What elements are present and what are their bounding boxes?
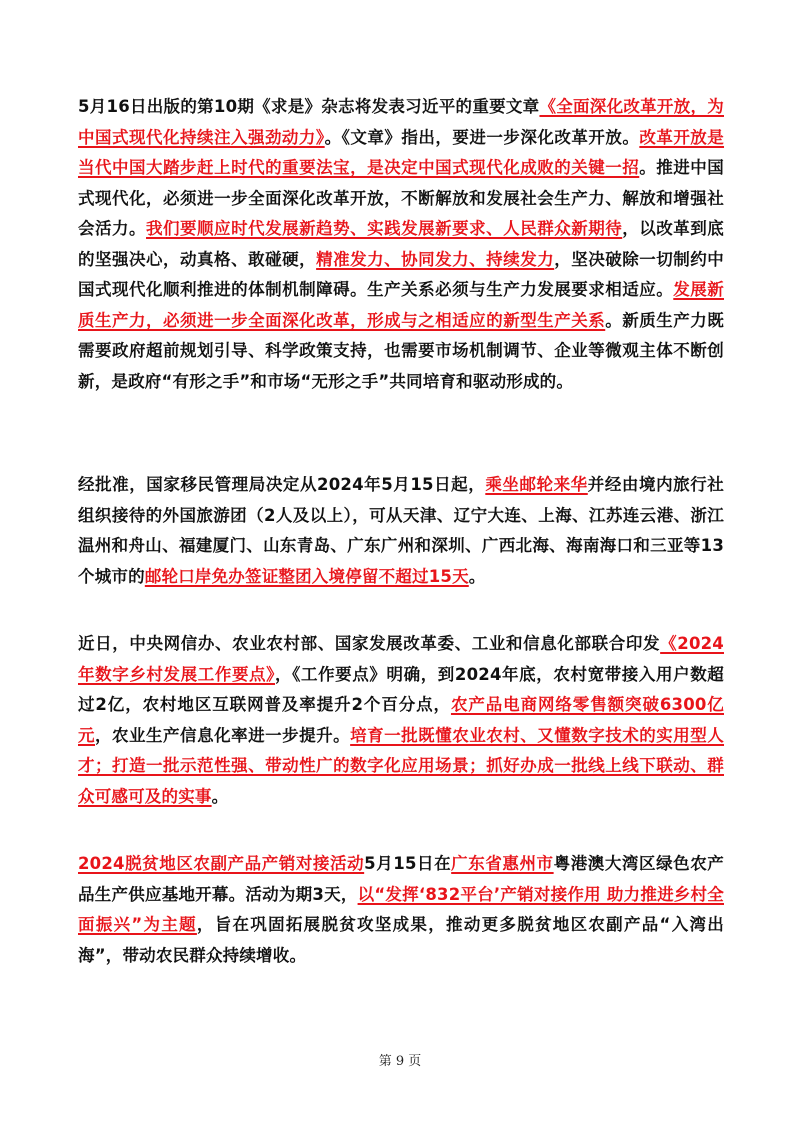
highlighted-text: 《2024年数字乡村发展工作要点》 [78, 634, 724, 684]
body-text: 并经由境内旅行社组织接待的外国旅游团（2人及以上），可从天津、辽宁大连、上海、江苏连云港、浙江温州和舟山、福建厦门、山东青岛、广东广州和深圳、广西北海、海南海口和三亚等13个城市的 [78, 475, 724, 586]
highlighted-text: 农产品电商网络零售额突破6300亿元 [78, 695, 724, 745]
body-text: 近日，中央网信办、农业农村部、国家发展改革委、工业和信息化部联合印发 [78, 634, 661, 653]
highlighted-text: 以“发挥‘832平台’产销对接作用 助力推进乡村全面振兴”为主题 [78, 884, 724, 934]
highlighted-text: 精准发力、协同发力、持续发力 [316, 249, 555, 269]
paragraph-poverty-relief-event [78, 849, 724, 971]
body-text: 经批准，国家移民管理局决定从2024年5月15日起， [78, 475, 486, 494]
body-text: 。推进中国式现代化，必须进一步全面深化改革开放，不断解放和发展社会生产力、解放和增强社会活力。 [78, 158, 724, 238]
body-text: 粤港澳大湾区绿色农产品生产供应基地开幕。活动为期3天， [78, 854, 724, 904]
body-text: 5月15日在 [364, 854, 452, 873]
highlighted-text: 广东省惠州市 [451, 854, 554, 873]
body-text: 。 [211, 786, 229, 806]
body-text: ，以改革到底的坚强决心，动真格、敢碰硬， [78, 219, 724, 269]
highlighted-text: 改革开放是当代中国大踏步赶上时代的重要法宝，是决定中国式现代化成败的关键一招 [78, 127, 725, 177]
body-text: 。《文章》指出，要进一步深化改革开放。 [324, 127, 640, 147]
body-text: 。新质生产力既需要政府超前规划引导、科学政策支持，也需要市场机制调节、企业等微观主体不断创新，是政府“有形之手”和市场“无形之手”共同培育和驱动形成的。 [78, 310, 724, 391]
paragraph-cruise-visa-policy [78, 470, 724, 592]
highlighted-text: 2024脱贫地区农副产品产销对接活动 [78, 854, 365, 873]
highlighted-text: 培育一批既懂农业农村、又懂数字技术的实用型人才；打造一批示范性强、带动性广的数字化应用场景；抓好办成一批线上线下联动、群众可感可及的实事 [78, 725, 725, 806]
highlighted-text: 发展新质生产力，必须进一步全面深化改革，形成与之相适应的新型生产关系 [78, 280, 724, 330]
highlighted-text: 邮轮口岸免办签证整团入境停留不超过15天 [144, 566, 469, 586]
body-text: ，《工作要点》明确，到2024年底，农村宽带接入用户数超过2亿，农村地区互联网普及率提升2个百分点， [78, 664, 724, 714]
highlighted-text: 我们要顺应时代发展新趋势、实践发展新要求、人民群众新期待 [146, 219, 623, 238]
paragraph-digital-village [78, 629, 724, 812]
highlighted-text: 《全面深化改革开放，为中国式现代化持续注入强劲动力》 [78, 97, 724, 147]
body-text: 5月16日出版的第10期《求是》杂志将发表习近平的重要文章 [78, 97, 540, 116]
body-text: ，旨在巩固拓展脱贫攻坚成果，推动更多脱贫地区农副产品“入湾出海”，带动农民群众持续增收。 [78, 915, 724, 965]
page-number: 第 9 页 [378, 1054, 422, 1069]
highlighted-text: 乘坐邮轮来华 [485, 475, 588, 494]
paragraph-qiushi-article [78, 92, 724, 397]
body-text: ，坚决破除一切制约中国式现代化顺利推进的体制机制障碍。生产关系必须与生产力发展要求相适应。 [78, 249, 724, 299]
body-text: 。 [468, 566, 486, 586]
body-text: ，农业生产信息化率进一步提升。 [95, 725, 351, 745]
